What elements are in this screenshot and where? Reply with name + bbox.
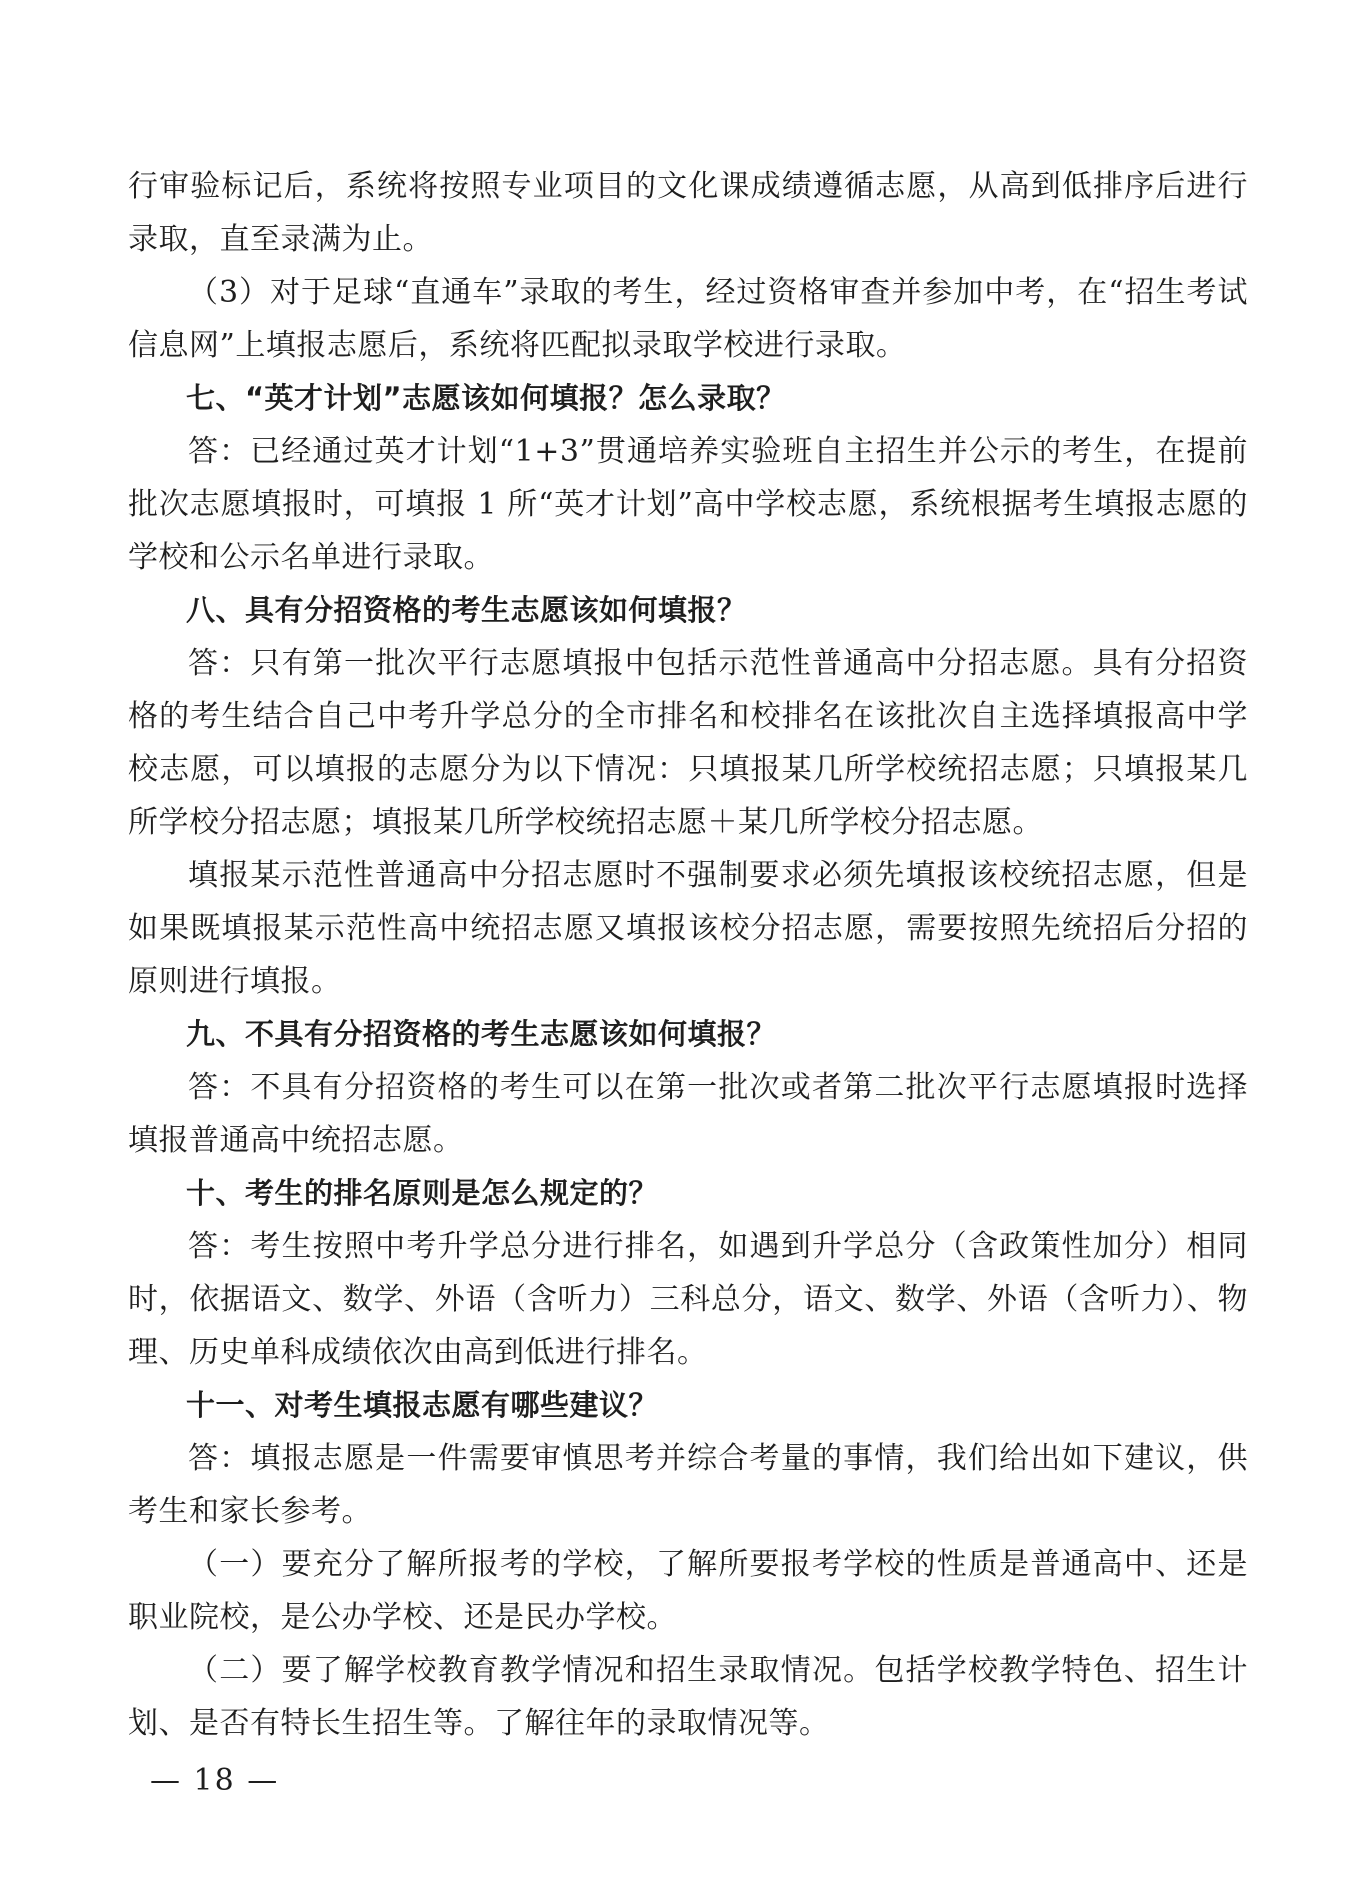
paragraph-answer-11: 答：填报志愿是一件需要审慎思考并综合考量的事情，我们给出如下建议，供考生和家长参考。 — [128, 1441, 1248, 1529]
section-heading-8: 八、具有分招资格的考生志愿该如何填报？ — [186, 593, 747, 627]
section-heading-9: 九、不具有分招资格的考生志愿该如何填报？ — [186, 1017, 777, 1051]
paragraph-answer-8: 答：只有第一批次平行志愿填报中包括示范性普通高中分招志愿。具有分招资格的考生结合自己中考升学总分的全市排名和校排名在该批次自主选择填报高中学校志愿，可以填报的志愿分为以下情况：只填报某几所学校统招志愿；只填报某几所学校分招志愿；填报某几所学校统招志愿＋某几所学校分招志愿。 — [128, 646, 1248, 840]
document-body — [128, 160, 1248, 1750]
page-number: — 18 — — [150, 1763, 280, 1798]
paragraph-answer-8-note: 填报某示范性普通高中分招志愿时不强制要求必须先填报该校统招志愿，但是如果既填报某示范性高中统招志愿又填报该校分招志愿，需要按照先统招后分招的原则进行填报。 — [128, 858, 1248, 999]
paragraph-suggestion-1: （一）要充分了解所报考的学校，了解所要报考学校的性质是普通高中、还是职业院校，是公办学校、还是民办学校。 — [128, 1547, 1248, 1635]
section-heading-7: 七、“英才计划”志愿该如何填报？怎么录取？ — [186, 381, 786, 415]
paragraph-item-3-football: （3）对于足球“直通车”录取的考生，经过资格审查并参加中考，在“招生考试信息网”上填报志愿后，系统将匹配拟录取学校进行录取。 — [128, 275, 1248, 363]
paragraph-answer-7: 答：已经通过英才计划“1+3”贯通培养实验班自主招生并公示的考生，在提前批次志愿填报时，可填报 1 所“英才计划”高中学校志愿，系统根据考生填报志愿的学校和公示名单进行录取。 — [128, 434, 1248, 575]
section-heading-11: 十一、对考生填报志愿有哪些建议？ — [186, 1388, 659, 1422]
paragraph-answer-9: 答：不具有分招资格的考生可以在第一批次或者第二批次平行志愿填报时选择填报普通高中统招志愿。 — [128, 1070, 1248, 1158]
paragraph-continuation: 行审验标记后，系统将按照专业项目的文化课成绩遵循志愿，从高到低排序后进行录取，直至录满为止。 — [128, 169, 1248, 257]
paragraph-answer-10: 答：考生按照中考升学总分进行排名，如遇到升学总分（含政策性加分）相同时，依据语文、数学、外语（含听力）三科总分，语文、数学、外语（含听力）、物理、历史单科成绩依次由高到低进行排名。 — [128, 1229, 1248, 1370]
paragraph-suggestion-2: （二）要了解学校教育教学情况和招生录取情况。包括学校教学特色、招生计划、是否有特长生招生等。了解往年的录取情况等。 — [128, 1653, 1248, 1741]
section-heading-10: 十、考生的排名原则是怎么规定的？ — [186, 1176, 659, 1210]
